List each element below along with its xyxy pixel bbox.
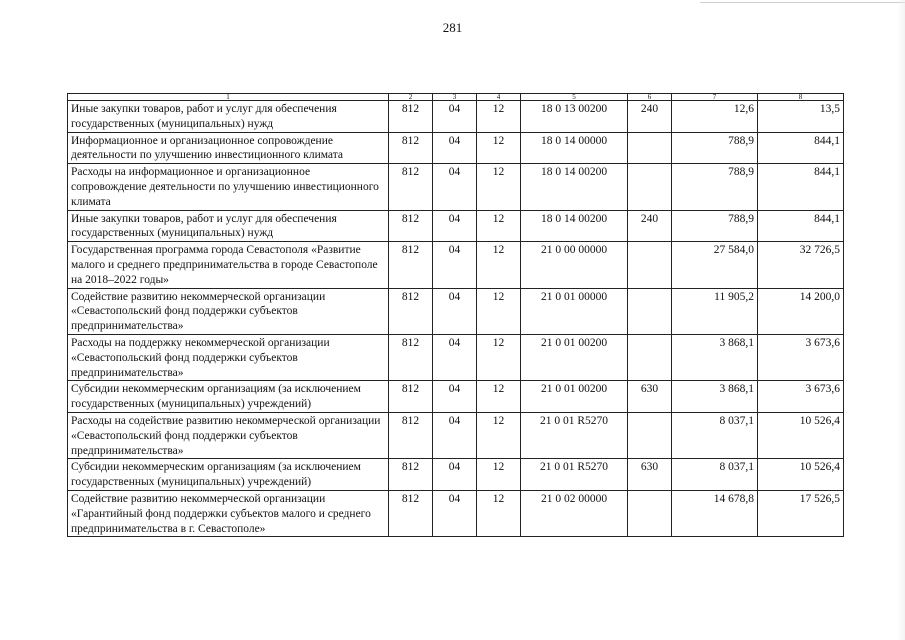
expense-type-cell [628,490,672,536]
column-number: 7 [672,94,758,101]
section-code-cell: 04 [433,164,477,210]
section-code-cell: 04 [433,210,477,242]
subsection-code-cell: 12 [477,412,521,458]
page-number: 281 [442,20,463,35]
subsection-code-cell: 12 [477,490,521,536]
section-code-cell: 04 [433,132,477,164]
amount-year2-cell: 13,5 [758,101,844,133]
amount-year1-cell: 3 868,1 [672,334,758,380]
amount-year2-cell: 3 673,6 [758,334,844,380]
expense-name-cell: Иные закупки товаров, работ и услуг для обеспечения государственных (муниципальных) нужд [68,101,389,133]
subsection-code-cell: 12 [477,210,521,242]
expense-type-cell: 240 [628,210,672,242]
section-code-cell: 04 [433,381,477,413]
table-row [68,334,844,380]
table-row [68,210,844,242]
table-row [68,164,844,210]
column-number: 1 [68,94,389,101]
target-article-cell: 21 0 01 00000 [521,288,628,334]
expense-name-cell: Субсидии некоммерческим организациям (за исключением государственных (муниципальных) учреждений) [68,381,389,413]
amount-year2-cell: 3 673,6 [758,381,844,413]
top-edge-rule [700,2,905,3]
table-body [68,94,844,537]
expense-name-cell: Государственная программа города Севастополя «Развитие малого и среднего предпринимательства в городе Севастополе на 2018–2022 годы» [68,242,389,288]
expense-name-cell: Иные закупки товаров, работ и услуг для обеспечения государственных (муниципальных) нужд [68,210,389,242]
expense-name-cell: Содействие развитию некоммерческой организации «Гарантийный фонд поддержки субъектов малого и среднего предпринимательства в г. Севастополе» [68,490,389,536]
budget-table [67,93,844,537]
table-row [68,288,844,334]
target-article-cell: 21 0 00 00000 [521,242,628,288]
ministry-code-cell: 812 [389,490,433,536]
expense-name-cell: Расходы на поддержку некоммерческой организации «Севастопольский фонд поддержки субъектов предпринимательства» [68,334,389,380]
column-number: 4 [477,94,521,101]
section-code-cell: 04 [433,459,477,491]
expense-type-cell: 630 [628,459,672,491]
amount-year2-cell: 17 526,5 [758,490,844,536]
expense-name-cell: Субсидии некоммерческим организациям (за исключением государственных (муниципальных) учреждений) [68,459,389,491]
expense-type-cell: 630 [628,381,672,413]
amount-year1-cell: 14 678,8 [672,490,758,536]
expense-type-cell [628,132,672,164]
target-article-cell: 21 0 02 00000 [521,490,628,536]
expense-name-cell: Содействие развитию некоммерческой организации «Севастопольский фонд поддержки субъектов предпринимательства» [68,288,389,334]
table-row [68,490,844,536]
amount-year2-cell: 14 200,0 [758,288,844,334]
expense-type-cell [628,164,672,210]
amount-year2-cell: 10 526,4 [758,412,844,458]
subsection-code-cell: 12 [477,334,521,380]
expense-type-cell [628,288,672,334]
section-code-cell: 04 [433,242,477,288]
expense-type-cell [628,334,672,380]
table-row [68,132,844,164]
subsection-code-cell: 12 [477,459,521,491]
amount-year1-cell: 788,9 [672,132,758,164]
expense-type-cell [628,242,672,288]
amount-year1-cell: 11 905,2 [672,288,758,334]
expense-type-cell: 240 [628,101,672,133]
amount-year2-cell: 844,1 [758,164,844,210]
ministry-code-cell: 812 [389,459,433,491]
target-article-cell: 18 0 14 00000 [521,132,628,164]
subsection-code-cell: 12 [477,164,521,210]
table-row [68,459,844,491]
target-article-cell: 18 0 14 00200 [521,164,628,210]
section-code-cell: 04 [433,412,477,458]
column-number: 6 [628,94,672,101]
expense-name-cell: Расходы на информационное и организационное сопровождение деятельности по улучшению инвестиционного климата [68,164,389,210]
ministry-code-cell: 812 [389,210,433,242]
table-row [68,412,844,458]
subsection-code-cell: 12 [477,242,521,288]
amount-year1-cell: 27 584,0 [672,242,758,288]
ministry-code-cell: 812 [389,242,433,288]
column-number: 5 [521,94,628,101]
target-article-cell: 21 0 01 00200 [521,334,628,380]
subsection-code-cell: 12 [477,381,521,413]
section-code-cell: 04 [433,101,477,133]
ministry-code-cell: 812 [389,132,433,164]
ministry-code-cell: 812 [389,164,433,210]
amount-year1-cell: 12,6 [672,101,758,133]
scan-edge-shadow [897,0,905,640]
table-row [68,101,844,133]
ministry-code-cell: 812 [389,101,433,133]
amount-year2-cell: 10 526,4 [758,459,844,491]
amount-year1-cell: 8 037,1 [672,412,758,458]
target-article-cell: 18 0 14 00200 [521,210,628,242]
section-code-cell: 04 [433,490,477,536]
expense-name-cell: Информационное и организационное сопровождение деятельности по улучшению инвестиционного климата [68,132,389,164]
amount-year2-cell: 32 726,5 [758,242,844,288]
expense-type-cell [628,412,672,458]
amount-year2-cell: 844,1 [758,132,844,164]
amount-year1-cell: 788,9 [672,164,758,210]
table-row [68,381,844,413]
table-row [68,242,844,288]
column-number-row [68,94,844,101]
subsection-code-cell: 12 [477,288,521,334]
ministry-code-cell: 812 [389,288,433,334]
section-code-cell: 04 [433,334,477,380]
section-code-cell: 04 [433,288,477,334]
subsection-code-cell: 12 [477,132,521,164]
amount-year1-cell: 788,9 [672,210,758,242]
subsection-code-cell: 12 [477,101,521,133]
target-article-cell: 18 0 13 00200 [521,101,628,133]
amount-year1-cell: 8 037,1 [672,459,758,491]
ministry-code-cell: 812 [389,381,433,413]
column-number: 2 [389,94,433,101]
target-article-cell: 21 0 01 00200 [521,381,628,413]
expense-name-cell: Расходы на содействие развитию некоммерческой организации «Севастопольский фонд поддержки субъектов предпринимательства» [68,412,389,458]
amount-year2-cell: 844,1 [758,210,844,242]
ministry-code-cell: 812 [389,412,433,458]
column-number: 8 [758,94,844,101]
column-number: 3 [433,94,477,101]
amount-year1-cell: 3 868,1 [672,381,758,413]
target-article-cell: 21 0 01 R5270 [521,412,628,458]
target-article-cell: 21 0 01 R5270 [521,459,628,491]
ministry-code-cell: 812 [389,334,433,380]
